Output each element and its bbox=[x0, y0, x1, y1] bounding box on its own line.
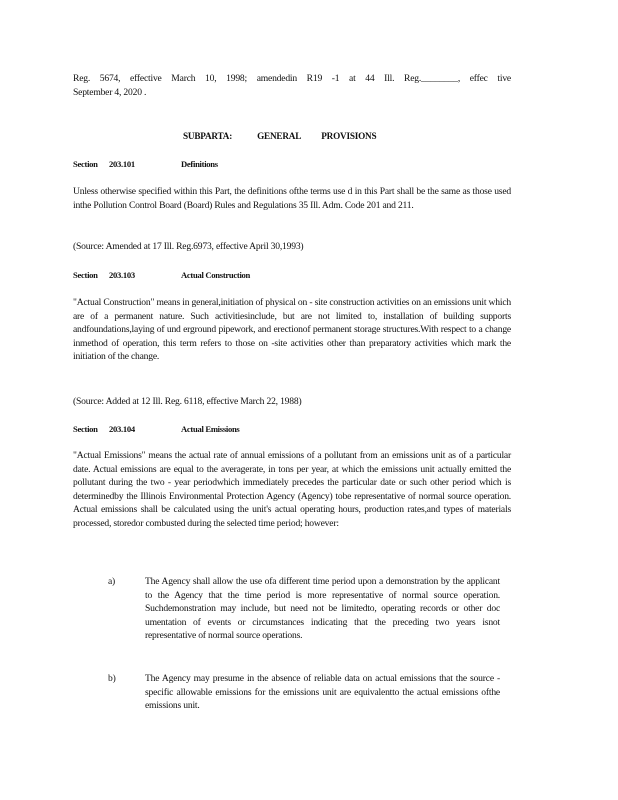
list-marker: b) bbox=[108, 673, 116, 684]
section-number: 203.104 bbox=[109, 424, 135, 434]
section-word: Section bbox=[73, 159, 98, 169]
list-item-text: The Agency shall allow the use ofa different time period upon a demonstration by the applicant to the Agency that the time period is more representative of normal source operation. Suchdemonstration may include, but need not be limitedto, operating records or other doc umentation of events or circumstances indicating that the preceding two years isnot representative of normal source operations. bbox=[145, 576, 500, 641]
section-heading-203-104 bbox=[73, 423, 239, 437]
list-item-text: The Agency may presume in the absence of reliable data on actual emissions that the source -specific allowable emissions for the emissions unit are equivalentto the actual emissions ofthe emissions unit. bbox=[145, 673, 500, 711]
amendment-note bbox=[73, 72, 511, 99]
section-word: Section bbox=[73, 270, 98, 280]
section-title: Definitions bbox=[181, 159, 218, 169]
list-marker: a) bbox=[108, 576, 116, 587]
subpart-provisions: PROVISIONS bbox=[321, 131, 377, 141]
section-source-203-103: (Source: Added at 12 Ill. Reg. 6118, effective March 22, 1988) bbox=[73, 396, 302, 407]
section-heading-203-103 bbox=[73, 269, 250, 283]
section-source-203-101: (Source: Amended at 17 Ill. Reg.6973, effective April 30,1993) bbox=[73, 241, 304, 252]
section-title: Actual Emissions bbox=[181, 424, 240, 434]
section-body-203-103: "Actual Construction" means in general,initiation of physical on - site construction activities on an emissions unit which are of a permanent nature. Such activitiesinclude, but are not limited to, installation of building supports andfoundations,laying of und erground pipework, and erectionof permanent storage structures.With respect to a change inmethod of operation, this term refers to those on -site activities other than preparatory activities which mark the initiation of the change. bbox=[73, 297, 511, 362]
amendment-note-line1: Reg. 5674, effective March 10, 1998; amendedin R19 -1 at 44 Ill. Reg.________, effec tive bbox=[73, 73, 511, 84]
section-number: 203.103 bbox=[109, 270, 135, 280]
amendment-note-line2: September 4, 2020 . bbox=[73, 86, 147, 98]
subpart-heading bbox=[183, 130, 376, 144]
section-number: 203.101 bbox=[109, 159, 135, 169]
section-title: Actual Construction bbox=[181, 270, 251, 280]
subpart-general: GENERAL bbox=[257, 131, 302, 141]
section-heading-203-101 bbox=[73, 158, 218, 172]
section-word: Section bbox=[73, 424, 98, 434]
subpart-label: SUBPARTA: bbox=[183, 131, 233, 141]
section-body-203-101: Unless otherwise specified within this Part, the definitions ofthe terms use d in this Part shall be the same as those used inthe Pollution Control Board (Board) Rules and Regulations 35 Ill. Adm. Code 201 and 211. bbox=[73, 186, 511, 211]
section-body-203-104: "Actual Emissions" means the actual rate of annual emissions of a pollutant from an emissions unit as of a particular date. Actual emissions are equal to the averagerate, in tons per year, at which the emissions unit actually emitted the pollutant during the two - year periodwhich immediately precedes the particular date or such other period which is determinedby the Illinois Environmental Protection Agency (Agency) tobe representative of normal source operation. Actual emissions shall be calculated using the unit's actual operating hours, production rates,and types of materials processed, storedor combusted during the selected time period; however: bbox=[73, 450, 511, 529]
